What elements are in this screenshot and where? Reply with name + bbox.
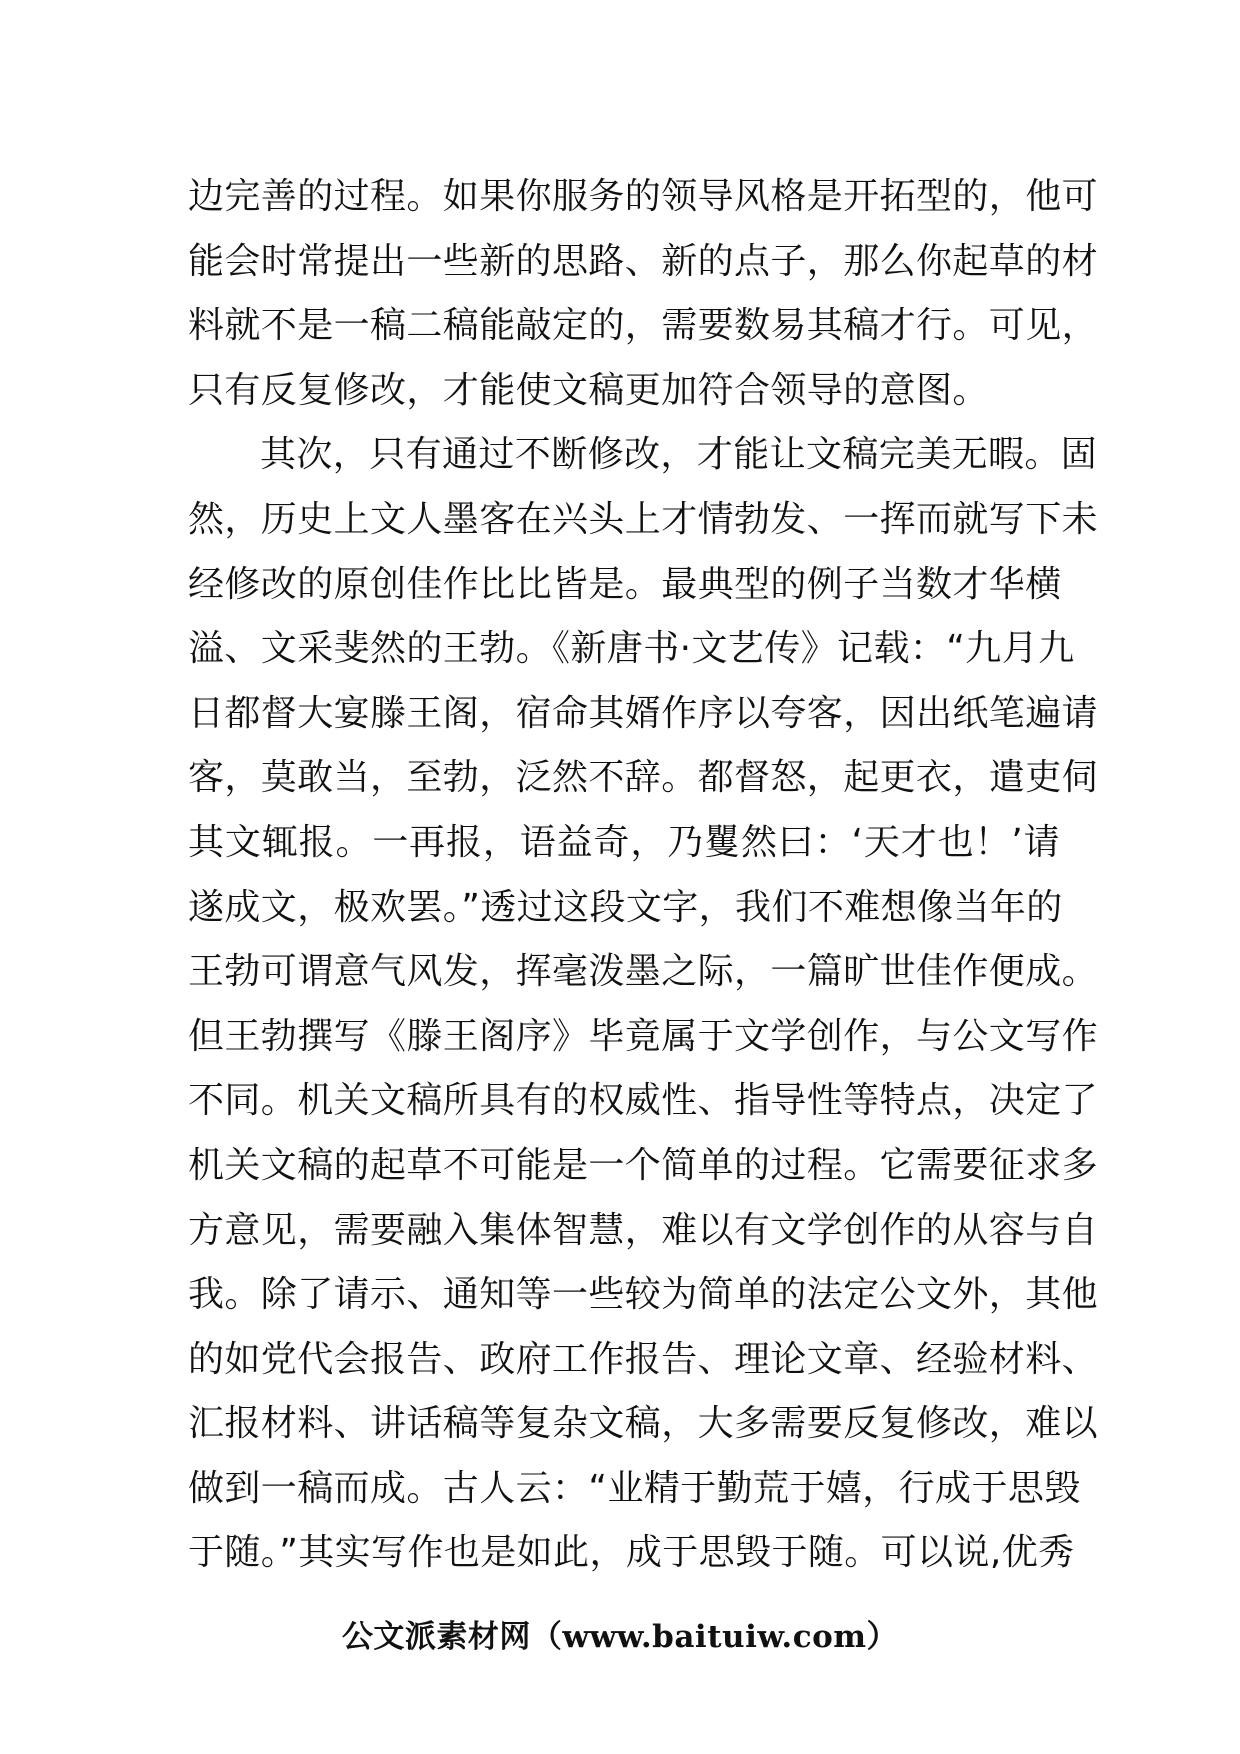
text-line: 于随。”其实写作也是如此，成于思毁于随。可以说,优秀 (188, 1532, 1075, 1574)
text-line: 其文辄报。一再报，语益奇，乃矍然曰：‘天才也！’请 (188, 821, 1060, 863)
text-line: 溢、文采斐然的王勃。《新唐书·文艺传》记载：“九月九 (188, 628, 1075, 670)
text-line: 日都督大宴滕王阁，宿命其婿作序以夸客，因出纸笔遍请 (188, 692, 1099, 734)
text-line: 王勃可谓意气风发，挥毫泼墨之际，一篇旷世佳作便成。 (188, 951, 1099, 993)
document-body (188, 165, 1099, 1586)
paragraph-1 (188, 165, 1099, 423)
text-line: 遂成文，极欢罢。”透过这段文字，我们不难想像当年的 (188, 886, 1063, 928)
page-footer: 公文派素材网（www.baituiw.com） (341, 1619, 899, 1655)
text-line: 机关文稿的起草不可能是一个简单的过程。它需要征求多 (188, 1144, 1099, 1186)
text-line: 料就不是一稿二稿能敲定的，需要数易其稿才行。可见， (188, 305, 1099, 347)
text-line: 汇报材料、讲话稿等复杂文稿，大多需要反复修改，难以 (188, 1403, 1099, 1445)
text-line: 经修改的原创佳作比比皆是。最典型的例子当数才华横 (188, 563, 1062, 605)
text-line: 客，莫敢当，至勃，泛然不辞。都督怒，起更衣，遣吏伺 (188, 757, 1099, 799)
text-line: 不同。机关文稿所具有的权威性、指导性等特点，决定了 (188, 1080, 1099, 1122)
text-line: 但王勃撰写《滕王阁序》毕竟属于文学创作，与公文写作 (188, 1015, 1099, 1057)
text-line: 能会时常提出一些新的思路、新的点子，那么你起草的材 (188, 240, 1099, 282)
text-line: 的如党代会报告、政府工作报告、理论文章、经验材料、 (188, 1338, 1099, 1380)
paragraph-2 (188, 423, 1099, 1586)
text-line: 做到一稿而成。古人云：“业精于勤荒于嬉，行成于思毁 (188, 1467, 1081, 1509)
text-line: 只有反复修改，才能使文稿更加符合领导的意图。 (188, 369, 989, 411)
text-line: 然，历史上文人墨客在兴头上才情勃发、一挥而就写下未 (188, 498, 1099, 540)
text-line: 方意见，需要融入集体智慧，难以有文学创作的从容与自 (188, 1209, 1099, 1251)
text-line: 边完善的过程。如果你服务的领导风格是开拓型的，他可 (188, 176, 1099, 217)
text-line: 其次，只有通过不断修改，才能让文稿完美无暇。固 (260, 434, 1098, 476)
text-line: 我。除了请示、通知等一些较为简单的法定公文外，其他 (188, 1274, 1099, 1316)
